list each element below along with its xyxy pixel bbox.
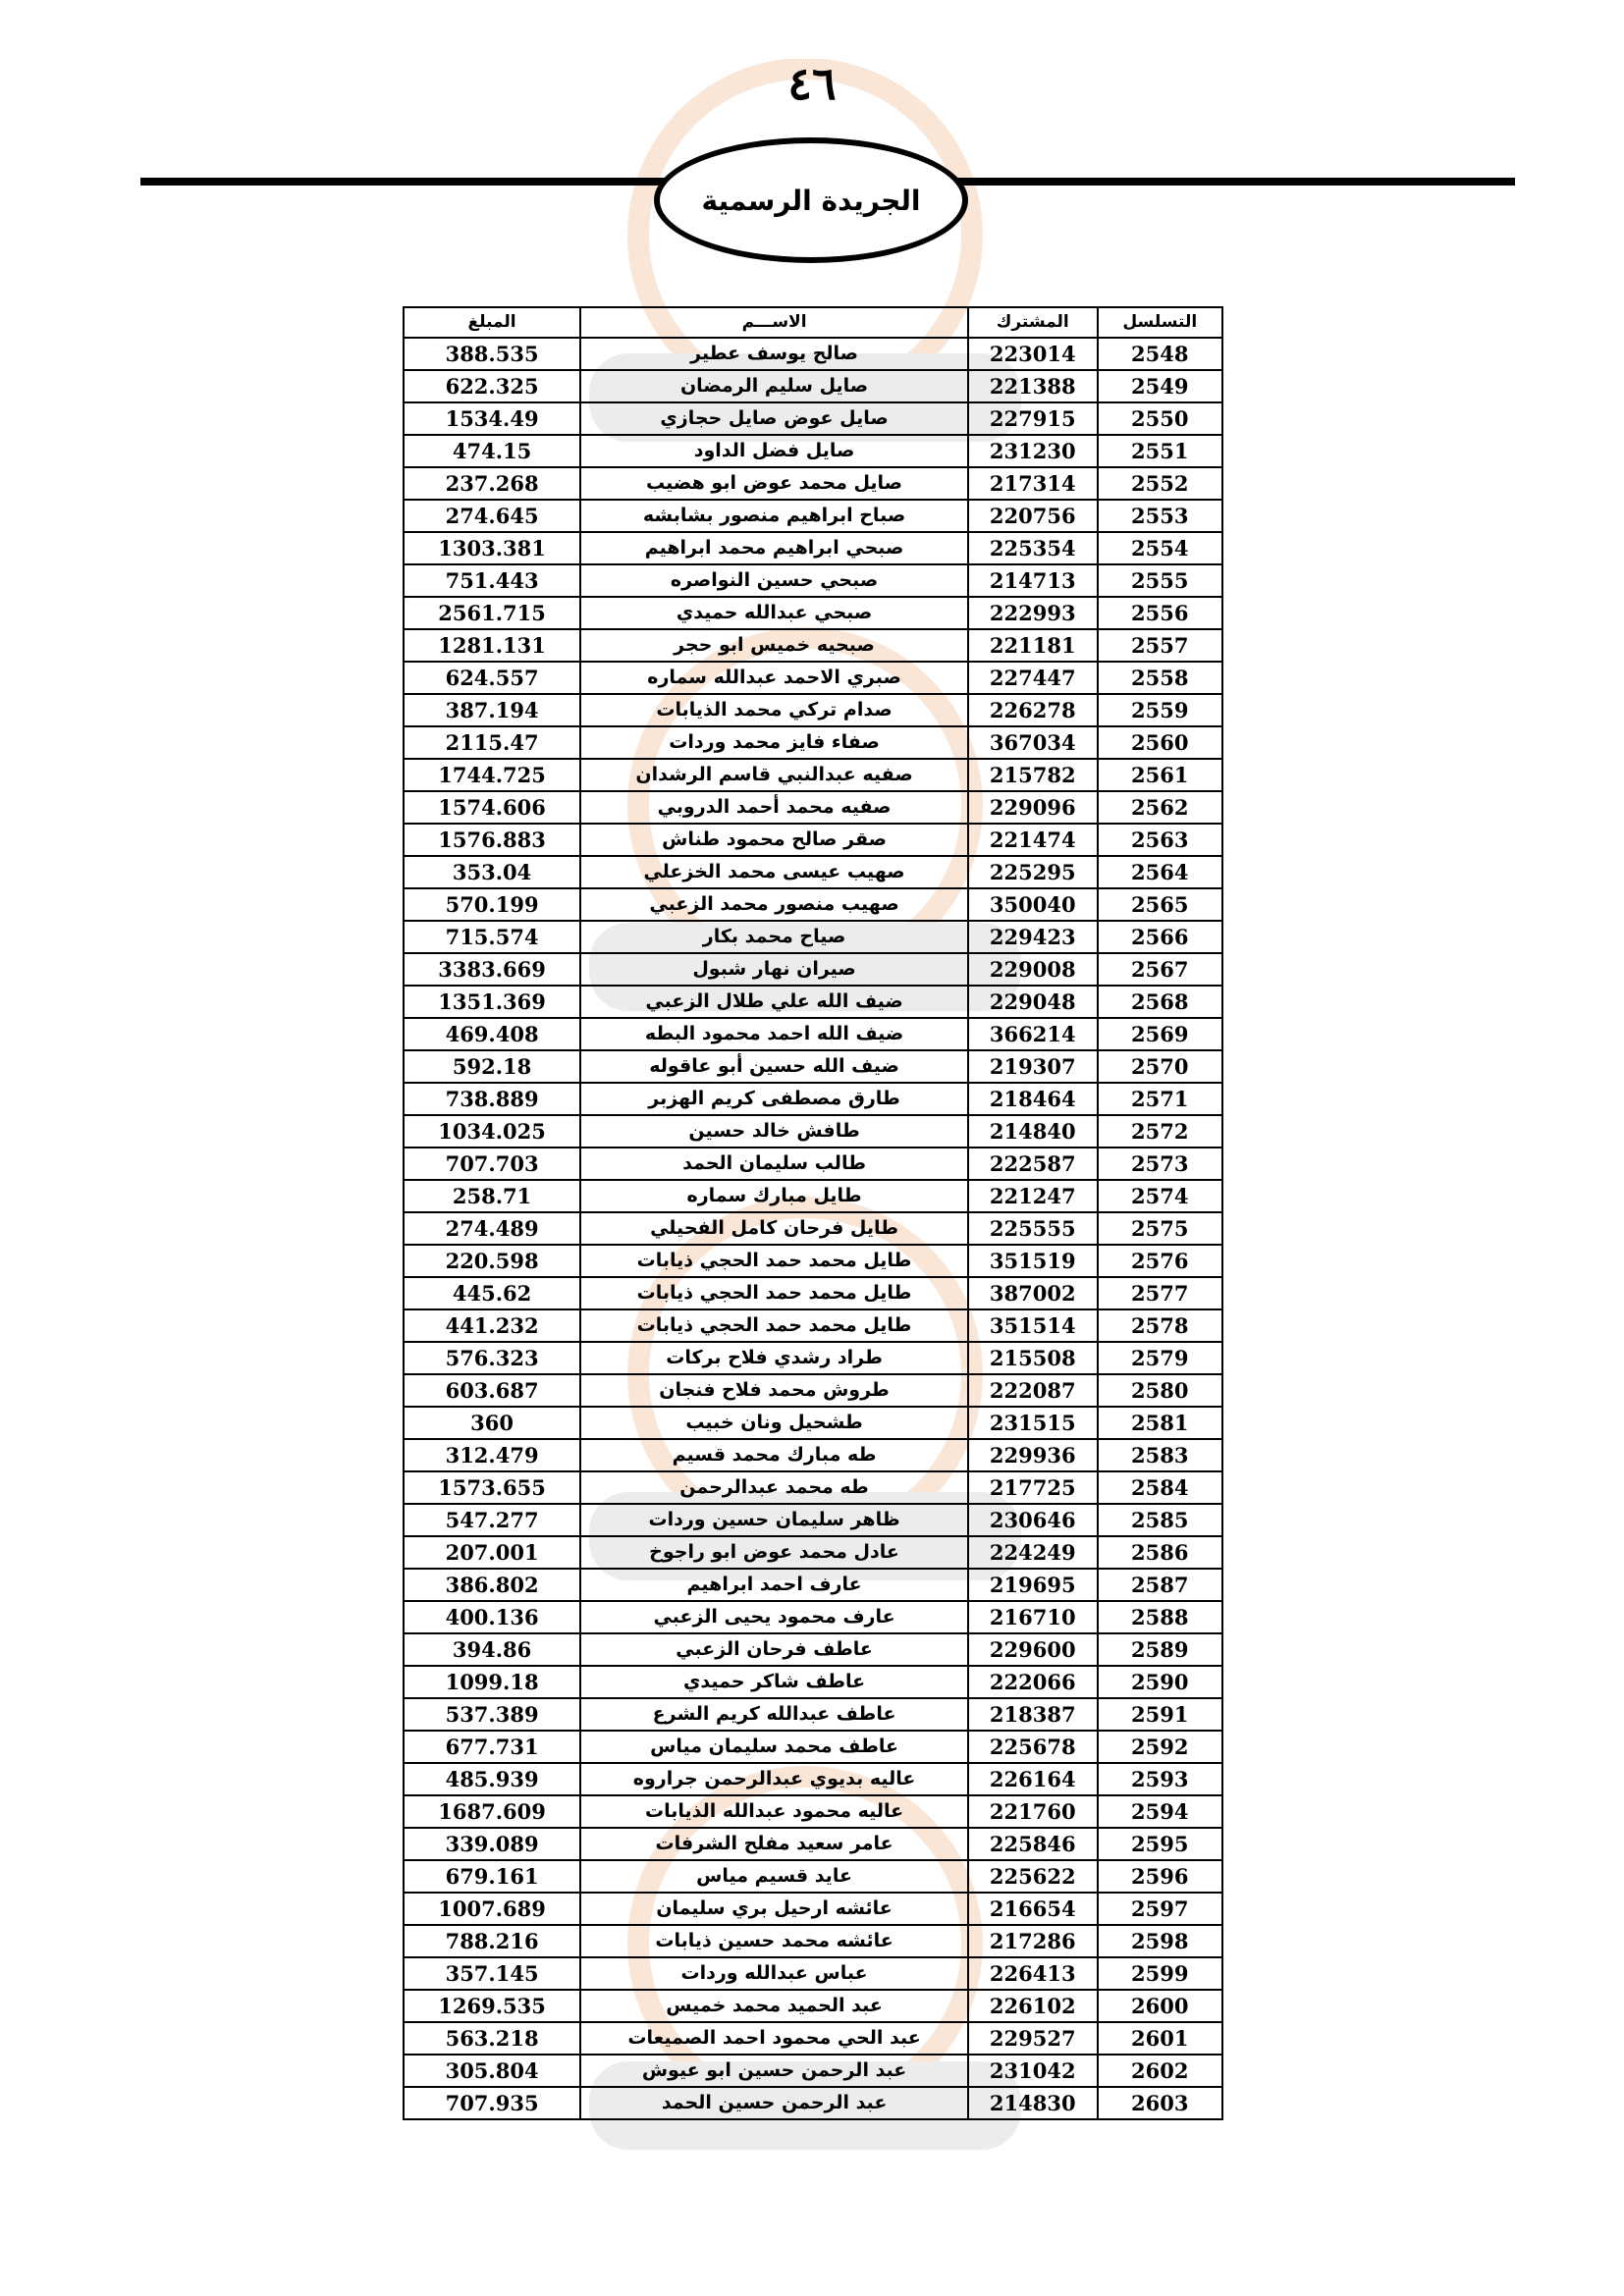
subscriber-cell: 225295 xyxy=(968,856,1098,888)
serial-cell: 2550 xyxy=(1098,402,1222,435)
name-cell: صبحي ابراهيم محمد ابراهيم xyxy=(580,532,968,564)
name-cell: صبري الاحمد عبدالله سماره xyxy=(580,662,968,694)
serial-cell: 2601 xyxy=(1098,2022,1222,2055)
table-row xyxy=(404,2022,1222,2055)
serial-cell: 2595 xyxy=(1098,1828,1222,1860)
serial-cell: 2577 xyxy=(1098,1277,1222,1309)
subscriber-cell: 221247 xyxy=(968,1180,1098,1212)
amount-cell: 441.232 xyxy=(404,1309,580,1342)
subscriber-cell: 231042 xyxy=(968,2055,1098,2087)
subscriber-cell: 231230 xyxy=(968,435,1098,467)
table-row xyxy=(404,1860,1222,1893)
subscriber-cell: 229600 xyxy=(968,1633,1098,1666)
table-row xyxy=(404,500,1222,532)
table-row xyxy=(404,1050,1222,1083)
table-row xyxy=(404,824,1222,856)
name-cell: طايل مبارك سماره xyxy=(580,1180,968,1212)
amount-cell: 1034.025 xyxy=(404,1115,580,1148)
serial-cell: 2552 xyxy=(1098,467,1222,500)
table-row xyxy=(404,921,1222,953)
amount-cell: 1744.725 xyxy=(404,759,580,791)
table-row xyxy=(404,402,1222,435)
name-cell: عامر سعيد مفلح الشرفات xyxy=(580,1828,968,1860)
table-row xyxy=(404,791,1222,824)
subscriber-cell: 219307 xyxy=(968,1050,1098,1083)
amount-cell: 707.935 xyxy=(404,2087,580,2119)
name-cell: صالح يوسف عطير xyxy=(580,338,968,370)
amount-cell: 2115.47 xyxy=(404,726,580,759)
name-cell: عاليه بديوي عبدالرحمن جراروه xyxy=(580,1763,968,1795)
subscriber-cell: 225354 xyxy=(968,532,1098,564)
subscriber-cell: 226164 xyxy=(968,1763,1098,1795)
amount-cell: 1269.535 xyxy=(404,1990,580,2022)
name-cell: صايل محمد عوض ابو هضيب xyxy=(580,467,968,500)
subscriber-cell: 217314 xyxy=(968,467,1098,500)
amount-cell: 1576.883 xyxy=(404,824,580,856)
subscriber-cell: 229048 xyxy=(968,986,1098,1018)
subscriber-cell: 350040 xyxy=(968,888,1098,921)
amount-cell: 624.557 xyxy=(404,662,580,694)
name-cell: صفاء فايز محمد وردات xyxy=(580,726,968,759)
amount-cell: 400.136 xyxy=(404,1601,580,1633)
serial-cell: 2589 xyxy=(1098,1633,1222,1666)
amount-cell: 339.089 xyxy=(404,1828,580,1860)
amount-cell: 237.268 xyxy=(404,467,580,500)
amount-cell: 751.443 xyxy=(404,564,580,597)
subscriber-cell: 229527 xyxy=(968,2022,1098,2055)
serial-cell: 2572 xyxy=(1098,1115,1222,1148)
serial-cell: 2596 xyxy=(1098,1860,1222,1893)
amount-cell: 220.598 xyxy=(404,1245,580,1277)
subscriber-cell: 226278 xyxy=(968,694,1098,726)
amount-cell: 485.939 xyxy=(404,1763,580,1795)
table-row xyxy=(404,1439,1222,1471)
serial-cell: 2571 xyxy=(1098,1083,1222,1115)
subscriber-cell: 222087 xyxy=(968,1374,1098,1407)
subscriber-cell: 217286 xyxy=(968,1925,1098,1957)
serial-cell: 2566 xyxy=(1098,921,1222,953)
name-cell: عائشه ارحيل بري سليمان xyxy=(580,1893,968,1925)
subscriber-cell: 222587 xyxy=(968,1148,1098,1180)
amount-cell: 388.535 xyxy=(404,338,580,370)
name-cell: عبد الرحمن حسين الحمد xyxy=(580,2087,968,2119)
subscriber-cell: 221388 xyxy=(968,370,1098,402)
publication-title: الجريدة الرسمية xyxy=(701,184,921,217)
name-cell: عباس عبدالله وردات xyxy=(580,1957,968,1990)
amount-cell: 622.325 xyxy=(404,370,580,402)
serial-cell: 2584 xyxy=(1098,1471,1222,1504)
name-cell: طروش محمد فلاح فنجان xyxy=(580,1374,968,1407)
amount-cell: 312.479 xyxy=(404,1439,580,1471)
name-cell: طالب سليمان الحمد xyxy=(580,1148,968,1180)
serial-cell: 2581 xyxy=(1098,1407,1222,1439)
table-row xyxy=(404,1601,1222,1633)
subscriber-cell: 224249 xyxy=(968,1536,1098,1569)
serial-cell: 2576 xyxy=(1098,1245,1222,1277)
column-header-amount: المبلغ xyxy=(404,307,580,338)
name-cell: عادل محمد عوض ابو راجوخ xyxy=(580,1536,968,1569)
table-row xyxy=(404,1471,1222,1504)
amount-cell: 707.703 xyxy=(404,1148,580,1180)
name-cell: صفيه محمد أحمد الدروبي xyxy=(580,791,968,824)
table-row xyxy=(404,1083,1222,1115)
amount-cell: 1351.369 xyxy=(404,986,580,1018)
table-row xyxy=(404,1018,1222,1050)
serial-cell: 2587 xyxy=(1098,1569,1222,1601)
amount-cell: 1281.131 xyxy=(404,629,580,662)
table-row xyxy=(404,856,1222,888)
table-row xyxy=(404,1212,1222,1245)
table-row xyxy=(404,597,1222,629)
subscriber-cell: 215782 xyxy=(968,759,1098,791)
serial-cell: 2554 xyxy=(1098,532,1222,564)
subscriber-cell: 229008 xyxy=(968,953,1098,986)
table-row xyxy=(404,1309,1222,1342)
subscriber-cell: 221181 xyxy=(968,629,1098,662)
column-header-subscriber: المشترك xyxy=(968,307,1098,338)
serial-cell: 2574 xyxy=(1098,1180,1222,1212)
subscriber-cell: 221474 xyxy=(968,824,1098,856)
subscriber-cell: 230646 xyxy=(968,1504,1098,1536)
name-cell: عاطف عبدالله كريم الشرع xyxy=(580,1698,968,1731)
serial-cell: 2555 xyxy=(1098,564,1222,597)
name-cell: عارف محمود يحيى الزعبي xyxy=(580,1601,968,1633)
subscriber-cell: 220756 xyxy=(968,500,1098,532)
amount-cell: 1687.609 xyxy=(404,1795,580,1828)
serial-cell: 2575 xyxy=(1098,1212,1222,1245)
amount-cell: 353.04 xyxy=(404,856,580,888)
amount-cell: 563.218 xyxy=(404,2022,580,2055)
subscriber-cell: 218387 xyxy=(968,1698,1098,1731)
serial-cell: 2565 xyxy=(1098,888,1222,921)
serial-cell: 2586 xyxy=(1098,1536,1222,1569)
page-number: ٤٦ xyxy=(787,57,837,110)
table-row xyxy=(404,888,1222,921)
amount-cell: 1573.655 xyxy=(404,1471,580,1504)
serial-cell: 2559 xyxy=(1098,694,1222,726)
amount-cell: 603.687 xyxy=(404,1374,580,1407)
name-cell: صبحيه خميس ابو حجر xyxy=(580,629,968,662)
name-cell: عائشه محمد حسين ذيابات xyxy=(580,1925,968,1957)
name-cell: صهيب منصور محمد الزعبي xyxy=(580,888,968,921)
table-row xyxy=(404,1180,1222,1212)
subscribers-table xyxy=(403,306,1223,2120)
amount-cell: 207.001 xyxy=(404,1536,580,1569)
column-header-name: الاســـم xyxy=(580,307,968,338)
amount-cell: 570.199 xyxy=(404,888,580,921)
name-cell: طه مبارك محمد قسيم xyxy=(580,1439,968,1471)
amount-cell: 715.574 xyxy=(404,921,580,953)
serial-cell: 2564 xyxy=(1098,856,1222,888)
subscriber-cell: 225678 xyxy=(968,1731,1098,1763)
name-cell: طايل محمد حمد الحجي ذيابات xyxy=(580,1277,968,1309)
serial-cell: 2560 xyxy=(1098,726,1222,759)
table-row xyxy=(404,1374,1222,1407)
name-cell: عاطف فرحان الزعبي xyxy=(580,1633,968,1666)
table-row xyxy=(404,1731,1222,1763)
subscriber-cell: 217725 xyxy=(968,1471,1098,1504)
serial-cell: 2591 xyxy=(1098,1698,1222,1731)
table-row xyxy=(404,2087,1222,2119)
table-row xyxy=(404,953,1222,986)
serial-cell: 2592 xyxy=(1098,1731,1222,1763)
table-row xyxy=(404,370,1222,402)
subscriber-cell: 231515 xyxy=(968,1407,1098,1439)
table-row xyxy=(404,986,1222,1018)
amount-cell: 592.18 xyxy=(404,1050,580,1083)
serial-cell: 2570 xyxy=(1098,1050,1222,1083)
serial-cell: 2556 xyxy=(1098,597,1222,629)
table-row xyxy=(404,1407,1222,1439)
name-cell: طايل محمد حمد الحجي ذيابات xyxy=(580,1309,968,1342)
amount-cell: 679.161 xyxy=(404,1860,580,1893)
subscriber-cell: 216710 xyxy=(968,1601,1098,1633)
table-row xyxy=(404,467,1222,500)
table-row xyxy=(404,532,1222,564)
amount-cell: 394.86 xyxy=(404,1633,580,1666)
subscriber-cell: 225846 xyxy=(968,1828,1098,1860)
serial-cell: 2603 xyxy=(1098,2087,1222,2119)
table-row xyxy=(404,1698,1222,1731)
name-cell: طايل فرحان كامل الفحيلي xyxy=(580,1212,968,1245)
subscriber-cell: 222993 xyxy=(968,597,1098,629)
serial-cell: 2551 xyxy=(1098,435,1222,467)
amount-cell: 738.889 xyxy=(404,1083,580,1115)
amount-cell: 576.323 xyxy=(404,1342,580,1374)
name-cell: صباح ابراهيم منصور بشابشه xyxy=(580,500,968,532)
subscriber-cell: 367034 xyxy=(968,726,1098,759)
serial-cell: 2597 xyxy=(1098,1893,1222,1925)
serial-cell: 2567 xyxy=(1098,953,1222,986)
name-cell: عبد الرحمن حسين ابو عيوش xyxy=(580,2055,968,2087)
table-row xyxy=(404,726,1222,759)
table-row xyxy=(404,1148,1222,1180)
name-cell: صبحي عبدالله حميدي xyxy=(580,597,968,629)
subscriber-cell: 214840 xyxy=(968,1115,1098,1148)
table-row xyxy=(404,1633,1222,1666)
serial-cell: 2561 xyxy=(1098,759,1222,791)
name-cell: عبد الحميد محمد خميس xyxy=(580,1990,968,2022)
name-cell: صياح محمد بكار xyxy=(580,921,968,953)
serial-cell: 2598 xyxy=(1098,1925,1222,1957)
name-cell: طشحيل ونان خبيب xyxy=(580,1407,968,1439)
amount-cell: 3383.669 xyxy=(404,953,580,986)
name-cell: طراد رشدي فلاح بركات xyxy=(580,1342,968,1374)
amount-cell: 258.71 xyxy=(404,1180,580,1212)
subscriber-cell: 219695 xyxy=(968,1569,1098,1601)
subscriber-cell: 227915 xyxy=(968,402,1098,435)
name-cell: طايل محمد حمد الحجي ذيابات xyxy=(580,1245,968,1277)
table-row xyxy=(404,1795,1222,1828)
amount-cell: 445.62 xyxy=(404,1277,580,1309)
name-cell: عايد قسيم مياس xyxy=(580,1860,968,1893)
table-row xyxy=(404,1277,1222,1309)
serial-cell: 2578 xyxy=(1098,1309,1222,1342)
subscriber-cell: 227447 xyxy=(968,662,1098,694)
amount-cell: 2561.715 xyxy=(404,597,580,629)
table-row xyxy=(404,338,1222,370)
table-row xyxy=(404,1925,1222,1957)
amount-cell: 274.489 xyxy=(404,1212,580,1245)
subscriber-cell: 215508 xyxy=(968,1342,1098,1374)
subscriber-cell: 214830 xyxy=(968,2087,1098,2119)
serial-cell: 2557 xyxy=(1098,629,1222,662)
serial-cell: 2590 xyxy=(1098,1666,1222,1698)
serial-cell: 2585 xyxy=(1098,1504,1222,1536)
name-cell: عاطف شاكر حميدي xyxy=(580,1666,968,1698)
amount-cell: 357.145 xyxy=(404,1957,580,1990)
name-cell: صفيه عبدالنبي قاسم الرشدان xyxy=(580,759,968,791)
subscriber-cell: 214713 xyxy=(968,564,1098,597)
subscriber-cell: 229423 xyxy=(968,921,1098,953)
serial-cell: 2594 xyxy=(1098,1795,1222,1828)
amount-cell: 677.731 xyxy=(404,1731,580,1763)
serial-cell: 2583 xyxy=(1098,1439,1222,1471)
amount-cell: 469.408 xyxy=(404,1018,580,1050)
subscriber-cell: 225622 xyxy=(968,1860,1098,1893)
name-cell: عاليه محمود عبدالله الذيابات xyxy=(580,1795,968,1828)
table-row xyxy=(404,1893,1222,1925)
amount-cell: 360 xyxy=(404,1407,580,1439)
serial-cell: 2553 xyxy=(1098,500,1222,532)
table-row xyxy=(404,629,1222,662)
amount-cell: 1099.18 xyxy=(404,1666,580,1698)
table-row xyxy=(404,435,1222,467)
table-row xyxy=(404,1569,1222,1601)
table-row xyxy=(404,1666,1222,1698)
name-cell: صقر صالح محمود طناش xyxy=(580,824,968,856)
name-cell: صايل عوض صايل حجازي xyxy=(580,402,968,435)
table-header-row xyxy=(404,307,1222,338)
amount-cell: 386.802 xyxy=(404,1569,580,1601)
subscriber-cell: 221760 xyxy=(968,1795,1098,1828)
serial-cell: 2573 xyxy=(1098,1148,1222,1180)
table-row xyxy=(404,1342,1222,1374)
serial-cell: 2558 xyxy=(1098,662,1222,694)
table-row xyxy=(404,662,1222,694)
serial-cell: 2563 xyxy=(1098,824,1222,856)
serial-cell: 2579 xyxy=(1098,1342,1222,1374)
table-row xyxy=(404,1245,1222,1277)
subscriber-cell: 225555 xyxy=(968,1212,1098,1245)
serial-cell: 2549 xyxy=(1098,370,1222,402)
name-cell: صايل سليم الرمضان xyxy=(580,370,968,402)
subscriber-cell: 351519 xyxy=(968,1245,1098,1277)
amount-cell: 537.389 xyxy=(404,1698,580,1731)
subscriber-cell: 216654 xyxy=(968,1893,1098,1925)
name-cell: صايل فضل الداود xyxy=(580,435,968,467)
name-cell: ضيف الله علي طلال الزعبي xyxy=(580,986,968,1018)
name-cell: عبد الحي محمود احمد الصميعات xyxy=(580,2022,968,2055)
name-cell: صبحي حسين النواصره xyxy=(580,564,968,597)
table-row xyxy=(404,694,1222,726)
table-row xyxy=(404,1115,1222,1148)
subscriber-cell: 366214 xyxy=(968,1018,1098,1050)
subscriber-cell: 223014 xyxy=(968,338,1098,370)
name-cell: طارق مصطفى كريم الهزبر xyxy=(580,1083,968,1115)
amount-cell: 788.216 xyxy=(404,1925,580,1957)
name-cell: صيران نهار شبول xyxy=(580,953,968,986)
amount-cell: 1007.689 xyxy=(404,1893,580,1925)
table-row xyxy=(404,564,1222,597)
serial-cell: 2569 xyxy=(1098,1018,1222,1050)
name-cell: طه محمد عبدالرحمن xyxy=(580,1471,968,1504)
table-row xyxy=(404,1504,1222,1536)
name-cell: عارف احمد ابراهيم xyxy=(580,1569,968,1601)
serial-cell: 2548 xyxy=(1098,338,1222,370)
table-row xyxy=(404,1990,1222,2022)
subscriber-cell: 226102 xyxy=(968,1990,1098,2022)
table-row xyxy=(404,2055,1222,2087)
name-cell: ضيف الله حسين أبو عاقوله xyxy=(580,1050,968,1083)
name-cell: صهيب عيسى محمد الخزعلي xyxy=(580,856,968,888)
table-row xyxy=(404,1828,1222,1860)
subscriber-cell: 229936 xyxy=(968,1439,1098,1471)
amount-cell: 387.194 xyxy=(404,694,580,726)
amount-cell: 1534.49 xyxy=(404,402,580,435)
name-cell: صدام تركي محمد الذيابات xyxy=(580,694,968,726)
table-row xyxy=(404,1957,1222,1990)
name-cell: عاطف محمد سليمان مياس xyxy=(580,1731,968,1763)
serial-cell: 2599 xyxy=(1098,1957,1222,1990)
table-row xyxy=(404,1536,1222,1569)
name-cell: ضيف الله احمد محمود البطه xyxy=(580,1018,968,1050)
subscriber-cell: 229096 xyxy=(968,791,1098,824)
table-row xyxy=(404,759,1222,791)
amount-cell: 474.15 xyxy=(404,435,580,467)
serial-cell: 2602 xyxy=(1098,2055,1222,2087)
subscriber-cell: 351514 xyxy=(968,1309,1098,1342)
amount-cell: 274.645 xyxy=(404,500,580,532)
amount-cell: 1303.381 xyxy=(404,532,580,564)
name-cell: طافش خالد حسين xyxy=(580,1115,968,1148)
subscriber-cell: 226413 xyxy=(968,1957,1098,1990)
amount-cell: 1574.606 xyxy=(404,791,580,824)
name-cell: ظاهر سليمان حسين وردات xyxy=(580,1504,968,1536)
serial-cell: 2600 xyxy=(1098,1990,1222,2022)
serial-cell: 2593 xyxy=(1098,1763,1222,1795)
serial-cell: 2588 xyxy=(1098,1601,1222,1633)
serial-cell: 2580 xyxy=(1098,1374,1222,1407)
masthead-oval xyxy=(654,137,968,263)
serial-cell: 2568 xyxy=(1098,986,1222,1018)
column-header-serial: التسلسل xyxy=(1098,307,1222,338)
table-body xyxy=(404,338,1222,2119)
subscriber-cell: 222066 xyxy=(968,1666,1098,1698)
serial-cell: 2562 xyxy=(1098,791,1222,824)
subscriber-cell: 218464 xyxy=(968,1083,1098,1115)
amount-cell: 547.277 xyxy=(404,1504,580,1536)
amount-cell: 305.804 xyxy=(404,2055,580,2087)
table-row xyxy=(404,1763,1222,1795)
subscriber-cell: 387002 xyxy=(968,1277,1098,1309)
